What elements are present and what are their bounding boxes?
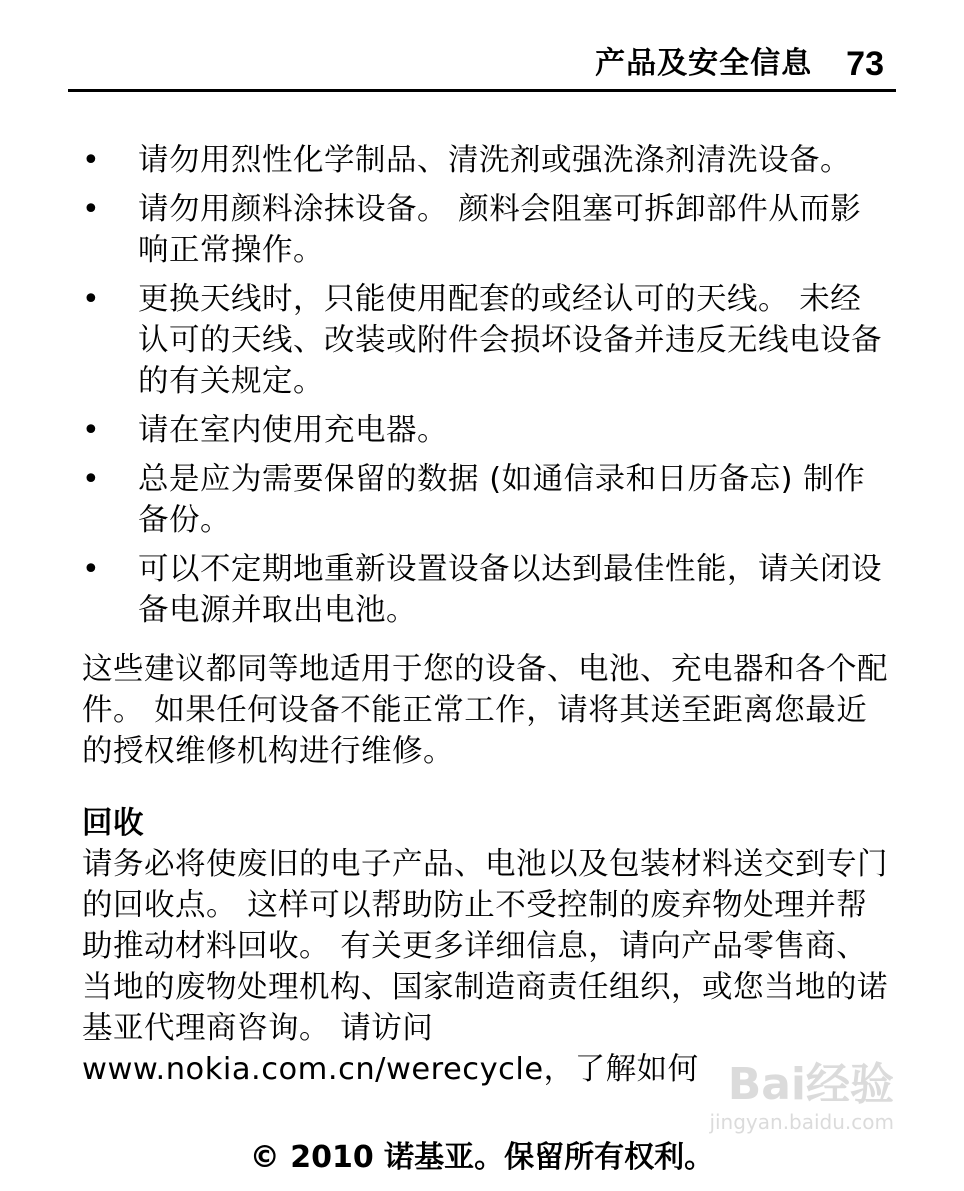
bullet-icon: •	[82, 282, 101, 317]
bullet-text: 更换天线时，只能使用配套的或经认可的天线。 未经认可的天线、改装或附件会损坏设备并违反无线电设备的有关规定。	[138, 282, 882, 399]
page-number: 73	[846, 45, 884, 83]
bullet-item	[82, 410, 892, 451]
care-paragraph: 这些建议都同等地适用于您的设备、电池、充电器和各个配件。 如果任何设备不能正常工作，请将其送至距离您最近的授权维修机构进行维修。	[82, 652, 888, 769]
bullet-item	[82, 549, 892, 631]
bullet-text: 请在室内使用充电器。	[138, 413, 448, 448]
care-bullet-list	[82, 140, 892, 631]
bullet-icon: •	[82, 552, 101, 587]
bullet-icon: •	[82, 143, 101, 178]
bullet-text: 请勿用颜料涂抹设备。 颜料会阻塞可拆卸部件从而影响正常操作。	[138, 192, 862, 268]
page-content	[82, 140, 892, 1090]
bullet-text: 请勿用烈性化学制品、清洗剂或强洗涤剂清洗设备。	[138, 143, 851, 178]
bullet-item	[82, 189, 892, 271]
recycle-heading: 回收	[82, 805, 144, 841]
bullet-item	[82, 140, 892, 181]
bullet-icon: •	[82, 413, 101, 448]
bullet-icon: •	[82, 462, 101, 497]
bullet-text: 总是应为需要保留的数据 (如通信录和日历备忘) 制作备份。	[138, 462, 866, 538]
recycle-paragraph: 请务必将使废旧的电子产品、电池以及包装材料送交到专门的回收点。 这样可以帮助防止不受控制的废弃物处理并帮助推动材料回收。 有关更多详细信息，请向产品零售商、当地的废物处理机构、国家制造商责任组织，或您当地的诺基亚代理商咨询。 请访问 www.nokia.com.cn/werecycle，了解如何	[82, 846, 888, 1087]
bullet-item	[82, 459, 892, 541]
copyright-footer: © 2010 诺基亚。保留所有权利。	[249, 1140, 715, 1175]
page-header	[68, 42, 896, 92]
bullet-icon: •	[82, 192, 101, 227]
watermark-logo: Bai经验	[727, 1059, 894, 1110]
bullet-item	[82, 279, 892, 402]
section-title: 产品及安全信息	[595, 46, 813, 81]
bullet-text: 可以不定期地重新设置设备以达到最佳性能，请关闭设备电源并取出电池。	[138, 552, 882, 628]
watermark-url: jingyan.baidu.com	[709, 1110, 894, 1134]
